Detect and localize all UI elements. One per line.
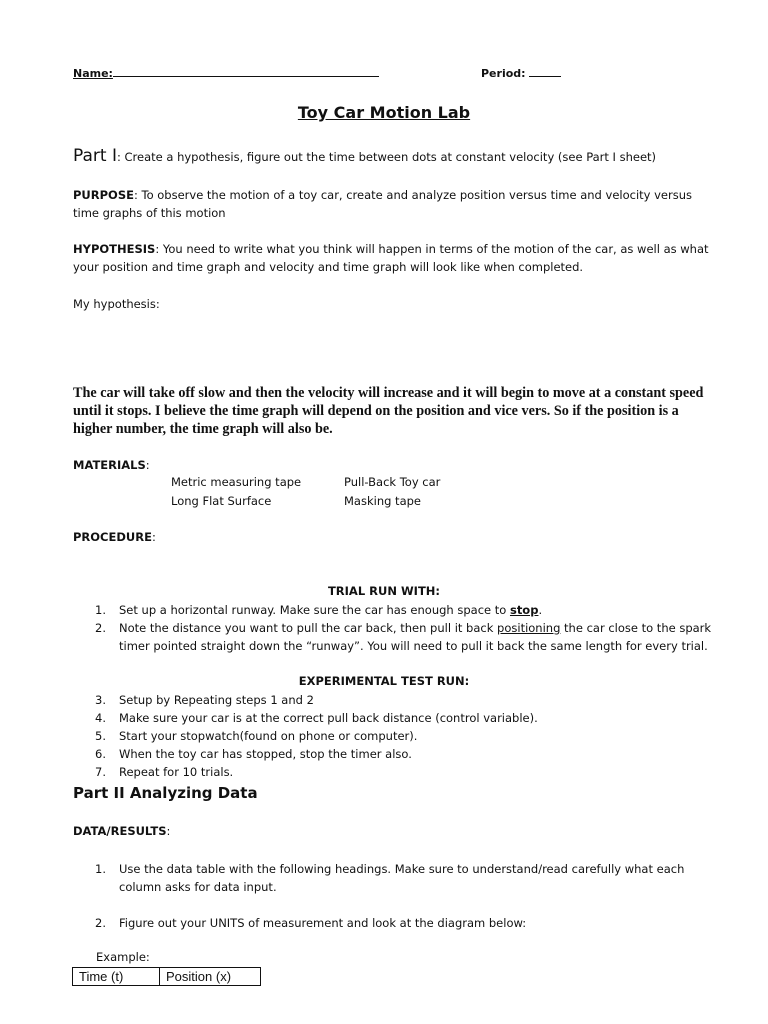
experimental-run-heading: EXPERIMENTAL TEST RUN:	[298, 674, 470, 688]
name-field-row	[73, 66, 379, 80]
period-blank	[529, 66, 561, 77]
material-item: Masking tape	[344, 494, 421, 508]
hypothesis-paragraph	[73, 240, 713, 276]
material-item: Metric measuring tape	[171, 475, 302, 489]
part2-heading: Part II Analyzing Data	[73, 784, 258, 802]
example-label: Example:	[96, 950, 150, 964]
materials-label: MATERIALS	[73, 458, 146, 472]
purpose-label: PURPOSE	[73, 188, 134, 202]
trial-run-heading: TRIAL RUN WITH:	[327, 584, 441, 598]
data-results-heading: DATA/RESULTS:	[73, 824, 171, 838]
student-hypothesis-answer: The car will take off slow and then the velocity will increase and it will begin to move at a constant speed until it stops. I believe the time graph will depend on the position and vice vers. So if the position is a higher number, the time graph will also be.	[73, 385, 704, 437]
materials-heading: MATERIALS:	[73, 458, 150, 472]
name-label: Name:	[73, 67, 113, 80]
part1-heading: Part I	[73, 146, 117, 166]
name-blank	[113, 66, 379, 77]
procedure-heading: PROCEDURE:	[73, 530, 156, 544]
positioning-emphasis: positioning	[497, 621, 561, 635]
procedure-label: PROCEDURE	[73, 530, 152, 544]
purpose-text: : To observe the motion of a toy car, create and analyze position versus time and velocity versus time graphs of this motion	[73, 188, 692, 220]
stop-emphasis: stop	[509, 603, 539, 617]
part1-line	[73, 146, 656, 166]
material-item: Long Flat Surface	[171, 494, 272, 508]
document-title: Toy Car Motion Lab	[297, 103, 471, 122]
period-label: Period:	[481, 67, 526, 80]
my-hypothesis-label: My hypothesis:	[73, 297, 160, 311]
hypothesis-label: HYPOTHESIS	[73, 242, 156, 256]
part1-text: : Create a hypothesis, figure out the time between dots at constant velocity (see Part I sheet)	[116, 150, 657, 164]
purpose-paragraph	[73, 186, 713, 222]
table-header-position: Position (x)	[160, 968, 261, 986]
period-field-row	[481, 66, 561, 80]
hypothesis-text: : You need to write what you think will happen in terms of the motion of the car, as well as what your position and time graph and velocity and time graph will look like when completed.	[73, 242, 709, 274]
table-header-time: Time (t)	[73, 968, 160, 986]
material-item: Pull-Back Toy car	[344, 475, 441, 489]
example-table	[72, 967, 261, 986]
